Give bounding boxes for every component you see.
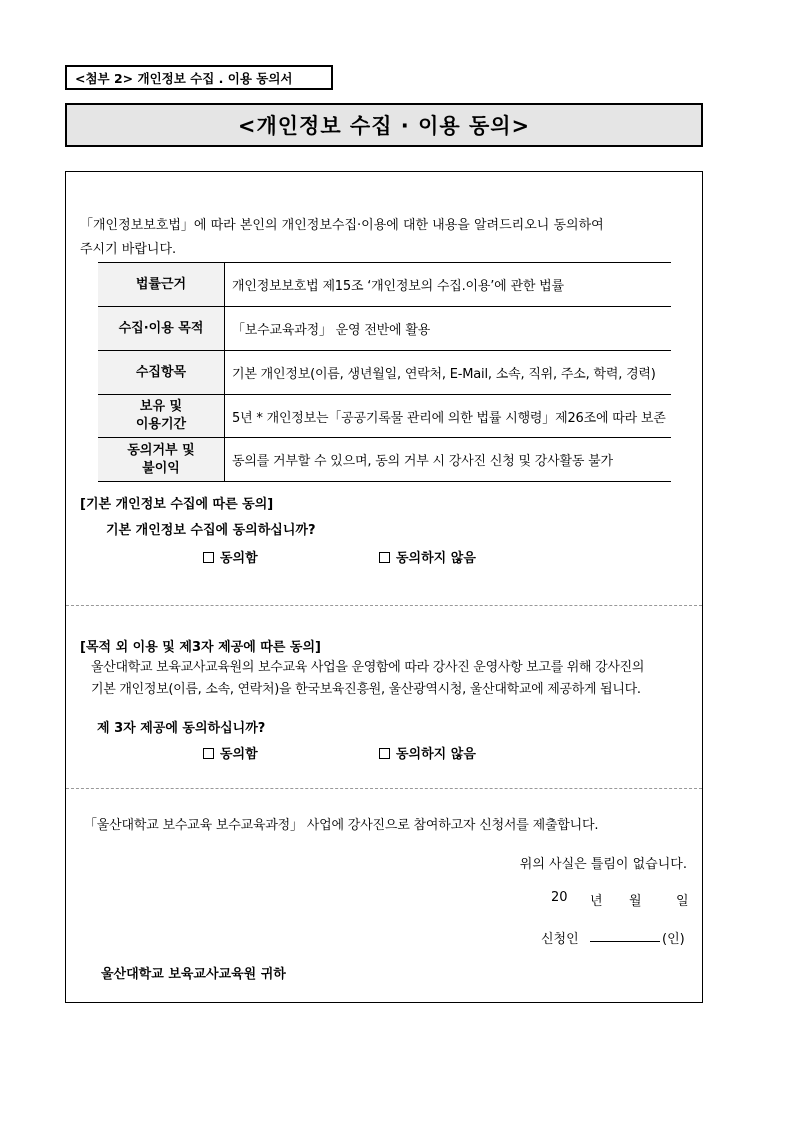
- section2-agree-option[interactable]: 동의함: [203, 743, 258, 762]
- date-day-label: 일: [676, 894, 689, 909]
- table-row: [98, 438, 671, 482]
- seal-mark: (인): [662, 932, 685, 947]
- attachment-label: <첨부 2> 개인정보 수집 . 이용 동의서: [65, 65, 333, 90]
- section2-question: 제 3자 제공에 동의하십니까?: [97, 721, 266, 736]
- table-row: [98, 351, 671, 395]
- section1-question: 기본 개인정보 수집에 동의하십니까?: [106, 523, 316, 538]
- row-label: 수집항목: [98, 351, 225, 395]
- section1-disagree-option[interactable]: 동의하지 않음: [379, 547, 476, 566]
- participation-statement: 「울산대학교 보수교육 보수교육과정」 사업에 강사진으로 참여하고자 신청서를 제출합니다.: [84, 818, 599, 833]
- section2-disagree-option[interactable]: 동의하지 않음: [379, 743, 476, 762]
- addressee: 울산대학교 보육교사교육원 귀하: [101, 967, 286, 982]
- row-value: 5년 * 개인정보는「공공기록물 관리에 의한 법률 시행령」제26조에 따라 보존: [225, 395, 672, 438]
- row-label: 동의거부 및 불이익: [98, 438, 225, 482]
- row-label: 보유 및 이용기간: [98, 395, 225, 438]
- section1-heading: [기본 개인정보 수집에 따른 동의]: [80, 497, 274, 512]
- checkbox-icon[interactable]: [203, 552, 214, 563]
- table-row: [98, 263, 671, 307]
- confirmation-text: 위의 사실은 틀림이 없습니다.: [519, 857, 687, 872]
- page-title: <개인정보 수집 · 이용 동의>: [65, 103, 703, 147]
- section-divider: [66, 788, 702, 789]
- table-row: [98, 307, 671, 351]
- applicant-label: 신청인: [541, 932, 579, 947]
- date-year: 20: [551, 890, 568, 905]
- table-row: [98, 395, 671, 438]
- section2-body-line-1: 울산대학교 보육교사교육원의 보수교육 사업을 운영함에 따라 강사진 운영사항 보고를 위해 강사진의: [91, 660, 645, 675]
- section-divider: [66, 605, 702, 606]
- checkbox-icon[interactable]: [203, 748, 214, 759]
- row-value: 동의를 거부할 수 있으며, 동의 거부 시 강사진 신청 및 강사활동 불가: [225, 438, 672, 482]
- row-label: 법률근거: [98, 263, 225, 307]
- checkbox-icon[interactable]: [379, 552, 390, 563]
- row-label: 수집·이용 목적: [98, 307, 225, 351]
- date-month-label: 월: [629, 894, 642, 909]
- section1-agree-option[interactable]: 동의함: [203, 547, 258, 566]
- signature-line[interactable]: [590, 941, 660, 942]
- section2-body-line-2: 기본 개인정보(이름, 소속, 연락처)을 한국보육진흥원, 울산광역시청, 울산대학교에 제공하게 됩니다.: [91, 682, 641, 697]
- intro-line-1: 「개인정보보호법」에 따라 본인의 개인정보수집·이용에 대한 내용을 알려드리오니 동의하여: [80, 218, 604, 233]
- row-value: 개인정보보호법 제15조 ‘개인정보의 수집.이용’에 관한 법률: [225, 263, 672, 307]
- row-value: 기본 개인정보(이름, 생년월일, 연락처, E-Mail, 소속, 직위, 주소, 학력, 경력): [225, 351, 672, 395]
- section2-heading: [목적 외 이용 및 제3자 제공에 따른 동의]: [80, 640, 321, 655]
- row-value: 「보수교육과정」 운영 전반에 활용: [225, 307, 672, 351]
- date-year-label: 년: [590, 894, 603, 909]
- checkbox-icon[interactable]: [379, 748, 390, 759]
- consent-info-table: [98, 262, 671, 482]
- intro-line-2: 주시기 바랍니다.: [80, 242, 177, 257]
